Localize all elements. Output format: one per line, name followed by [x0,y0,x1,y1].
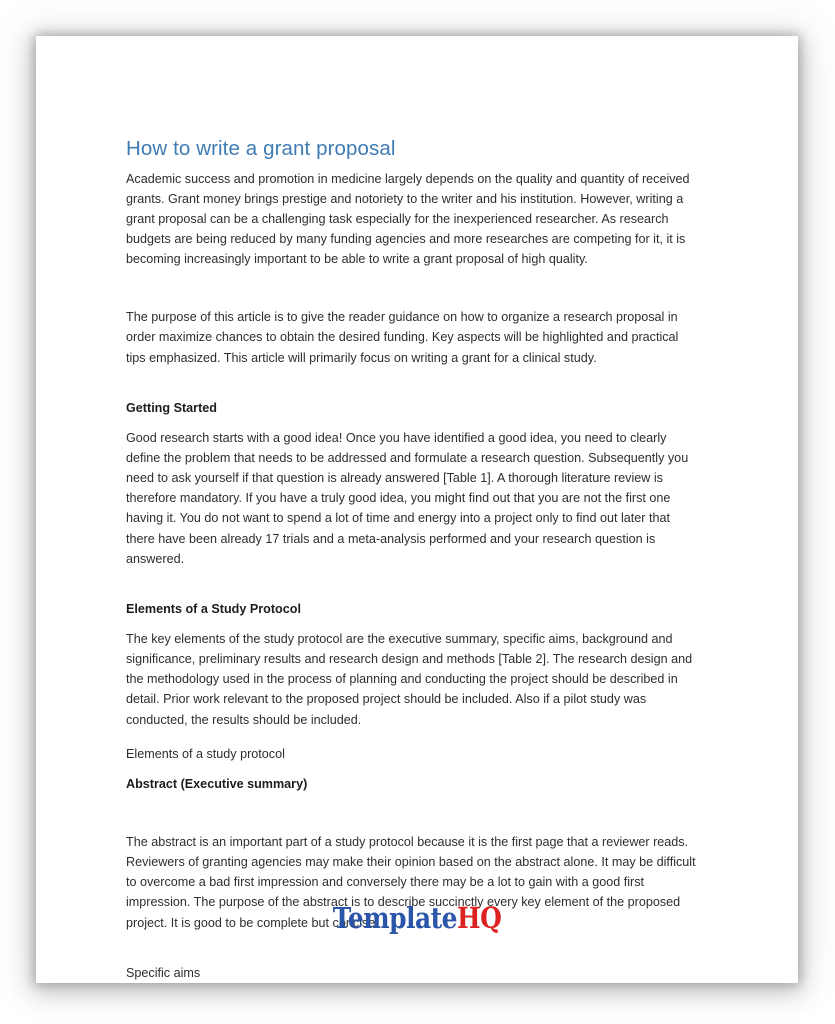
spacer [126,764,701,774]
logo-text-hq: HQ [457,901,502,935]
elements-caption: Elements of a study protocol [126,746,285,761]
document-page [36,36,798,983]
section-heading-getting-started: Getting Started [126,400,217,415]
section-heading-abstract: Abstract (Executive summary) [126,776,308,791]
abstract-paragraph: The abstract is an important part of a study protocol because it is the first page that a reviewer reads. Reviewers of granting agencies may make their opinion based on the abstract alone. It may be difficult to overcome a bad first impression and conversely there may be a lot to gain with a good first impression. The purpose of the abstract is to describe succinctly every key element of the proposed project. It is good to be complete but concise. [126,835,696,930]
spacer [126,933,701,963]
templatehq-logo [332,901,502,935]
spacer [126,418,701,428]
spacer [126,794,701,832]
spacer [126,619,701,629]
specific-aims-line: Specific aims [126,965,201,980]
page-title: How to write a grant proposal [126,137,396,160]
purpose-paragraph: The purpose of this article is to give the reader guidance on how to organize a research proposal in order maximize chances to obtain the desired funding. Key aspects will be highlighted and practical tips emphasized. This article will primarily focus on writing a grant for a clinical study. [126,310,679,365]
document-content [126,136,701,983]
spacer [126,269,701,307]
section-heading-elements-of-a-study-protocol: Elements of a Study Protocol [126,601,301,616]
footer-logo-area [36,901,798,935]
spacer [126,368,701,398]
spacer [126,569,701,599]
getting-started-paragraph: Good research starts with a good idea! Once you have identified a good idea, you need to clearly define the problem that needs to be addressed and formulate a research question. Subsequently you need to ask yourself if that question is already answered [Table 1]. A thorough literature review is therefore mandatory. If you have a truly good idea, you might find out that you are not the first one having it. You do not want to spend a lot of time and energy into a project only to find out later that there have been already 17 trials and a meta-analysis performed and your research question is answered. [126,430,689,566]
elements-paragraph: The key elements of the study protocol are the executive summary, specific aims, background and significance, preliminary results and research design and methods [Table 2]. The research design and the methodology used in the process of planning and conducting the project should be described in detail. Prior work relevant to the proposed project should be included. Also if a pilot study was conducted, the results should be included. [126,632,693,727]
spacer [126,730,701,744]
intro-paragraph: Academic success and promotion in medicine largely depends on the quality and quantity of received grants. Grant money brings prestige and notoriety to the writer and his institution. However, writing a grant proposal can be a challenging task especially for the inexperienced researcher. As research budgets are being reduced by many funding agencies and more researches are competing for it, it is becoming increasingly important to be able to write a grant proposal of high quality. [126,171,690,267]
logo-text-template: Template [332,901,458,935]
